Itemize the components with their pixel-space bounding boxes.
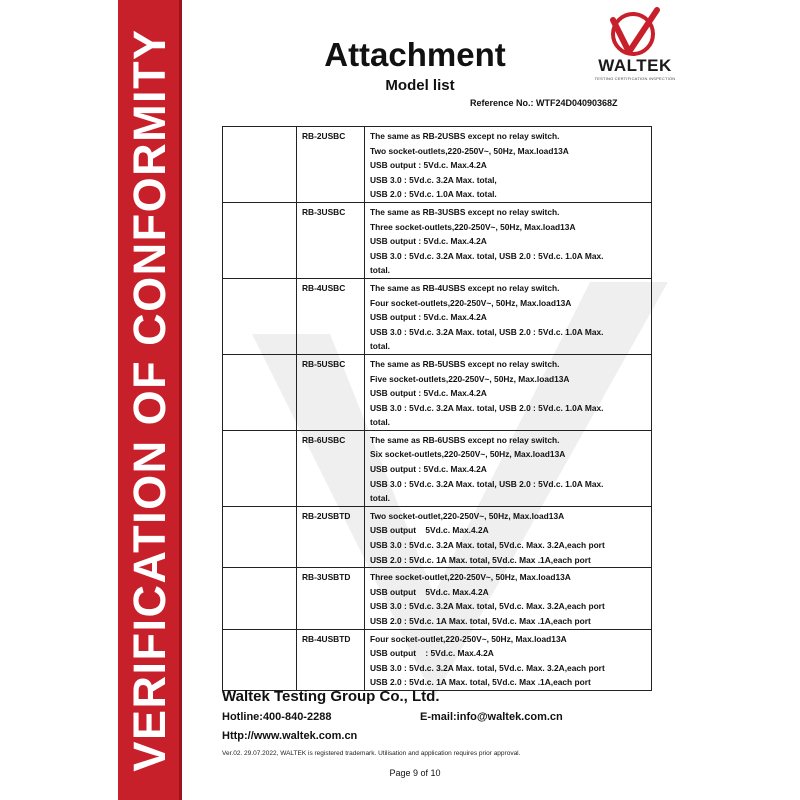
table-row xyxy=(223,202,652,278)
description-line: USB 3.0 : 5Vd.c. 3.2A Max. total, 5Vd.c. Max. 3.2A,each port xyxy=(370,601,605,612)
model-name-cell: RB-4USBTD xyxy=(297,629,365,690)
description-line: total. xyxy=(370,493,391,504)
description-line: total. xyxy=(370,265,391,276)
model-description-cell xyxy=(365,278,652,354)
table-row xyxy=(223,278,652,354)
model-description-cell xyxy=(365,568,652,629)
description-line: USB output : 5Vd.c. Max.4.2A xyxy=(370,648,494,659)
side-banner xyxy=(118,0,182,800)
description-line: USB output 5Vd.c. Max.4.2A xyxy=(370,525,489,536)
description-line: The same as RB-2USBS except no relay switch. xyxy=(370,131,560,141)
reference-number: Reference No.: WTF24D04090368Z xyxy=(470,98,618,108)
page-number: Page 9 of 10 xyxy=(389,768,441,778)
description-line: Two socket-outlet,220-250V~, 50Hz, Max.load13A xyxy=(370,510,565,521)
model-description-cell xyxy=(365,354,652,430)
model-name-cell: RB-5USBC xyxy=(297,354,365,430)
description-line: The same as RB-6USBS except no relay switch. xyxy=(370,434,560,445)
table-row xyxy=(223,568,652,629)
description-line: USB output : 5Vd.c. Max.4.2A xyxy=(370,464,487,475)
description-line: USB output : 5Vd.c. Max.4.2A xyxy=(370,388,487,399)
model-name-cell: RB-3USBTD xyxy=(297,568,365,629)
empty-cell xyxy=(223,568,297,629)
description-line: Four socket-outlets,220-250V~, 50Hz, Max.load13A xyxy=(370,297,572,308)
description-line: USB output 5Vd.c. Max.4.2A xyxy=(370,586,489,597)
description-line: USB 3.0 : 5Vd.c. 3.2A Max. total, 5Vd.c. Max. 3.2A,each port xyxy=(370,662,605,673)
description-line: The same as RB-4USBS except no relay switch. xyxy=(370,282,560,293)
description-line: USB output : 5Vd.c. Max.4.2A xyxy=(370,236,487,247)
description-line: The same as RB-5USBS except no relay switch. xyxy=(370,358,560,369)
model-description-cell xyxy=(365,629,652,690)
description-line: USB 3.0 : 5Vd.c. 3.2A Max. total, USB 2.0 : 5Vd.c. 1.0A Max. xyxy=(370,478,604,489)
model-name-cell: RB-4USBC xyxy=(297,278,365,354)
description-line: USB 3.0 : 5Vd.c. 3.2A Max. total, USB 2.0 : 5Vd.c. 1.0A Max. xyxy=(370,326,604,337)
model-table-body xyxy=(223,127,652,691)
version-note: Ver.02. 29.07.2022, WALTEK is registered trademark. Utilisation and application requires prior approval. xyxy=(222,750,521,757)
description-line: Two socket-outlets,220-250V~, 50Hz, Max.load13A xyxy=(370,145,569,156)
model-description-cell xyxy=(365,202,652,278)
empty-cell xyxy=(223,202,297,278)
empty-cell xyxy=(223,430,297,506)
model-description-cell xyxy=(365,506,652,567)
logo-wordmark: WALTEK xyxy=(598,56,672,75)
description-line: total. xyxy=(370,341,391,352)
empty-cell xyxy=(223,506,297,567)
model-name-cell: RB-2USBC xyxy=(297,127,365,203)
description-line: Three socket-outlets,220-250V~, 50Hz, Max.load13A xyxy=(370,221,576,232)
table-row xyxy=(223,127,652,203)
description-line: USB 3.0 : 5Vd.c. 3.2A Max. total, 5Vd.c. Max. 3.2A,each port xyxy=(370,540,605,551)
model-name-cell: RB-6USBC xyxy=(297,430,365,506)
description-line: Three socket-outlet,220-250V~, 50Hz, Max.load13A xyxy=(370,572,571,583)
model-description-cell xyxy=(365,430,652,506)
table-row xyxy=(223,430,652,506)
description-line: USB 3.0 : 5Vd.c. 3.2A Max. total, xyxy=(370,174,497,185)
description-line: Six socket-outlets,220-250V~, 50Hz, Max.load13A xyxy=(370,449,566,460)
company-name: Waltek Testing Group Co., Ltd. xyxy=(222,688,440,705)
description-line: USB 2.0 : 5Vd.c. 1.0A Max. total. xyxy=(370,189,497,200)
side-banner-text: VERIFICATION OF CONFORMITY xyxy=(124,28,175,772)
model-list-table xyxy=(222,126,652,691)
model-name-cell: RB-2USBTD xyxy=(297,506,365,567)
model-name-cell: RB-3USBC xyxy=(297,202,365,278)
logo-tagline: TESTING CERTIFICATION INSPECTION xyxy=(594,76,676,81)
description-line: Four socket-outlet,220-250V~, 50Hz, Max.load13A xyxy=(370,633,567,644)
empty-cell xyxy=(223,127,297,203)
hotline: Hotline:400-840-2288 xyxy=(222,711,332,723)
page-title: Attachment xyxy=(324,36,506,73)
description-line: The same as RB-3USBS except no relay switch. xyxy=(370,206,560,217)
description-line: USB 3.0 : 5Vd.c. 3.2A Max. total, USB 2.0 : 5Vd.c. 1.0A Max. xyxy=(370,250,604,261)
email: E-mail:info@waltek.com.cn xyxy=(420,711,563,723)
description-line: USB 2.0 : 5Vd.c. 1A Max. total, 5Vd.c. Max .1A,each port xyxy=(370,616,591,626)
description-line: USB output : 5Vd.c. Max.4.2A xyxy=(370,160,487,171)
website-link[interactable]: Http://www.waltek.com.cn xyxy=(222,730,358,742)
table-row xyxy=(223,354,652,430)
description-line: USB 3.0 : 5Vd.c. 3.2A Max. total, USB 2.0 : 5Vd.c. 1.0A Max. xyxy=(370,402,604,413)
description-line: total. xyxy=(370,417,391,428)
page-subtitle: Model list xyxy=(385,77,455,94)
description-line: USB 2.0 : 5Vd.c. 1A Max. total, 5Vd.c. Max .1A,each port xyxy=(370,677,591,688)
description-line: USB output : 5Vd.c. Max.4.2A xyxy=(370,312,487,323)
table-row xyxy=(223,506,652,567)
empty-cell xyxy=(223,278,297,354)
empty-cell xyxy=(223,629,297,690)
description-line: Five socket-outlets,220-250V~, 50Hz, Max.load13A xyxy=(370,373,570,384)
model-description-cell xyxy=(365,127,652,203)
table-row xyxy=(223,629,652,690)
description-line: USB 2.0 : 5Vd.c. 1A Max. total, 5Vd.c. Max .1A,each port xyxy=(370,554,591,565)
empty-cell xyxy=(223,354,297,430)
